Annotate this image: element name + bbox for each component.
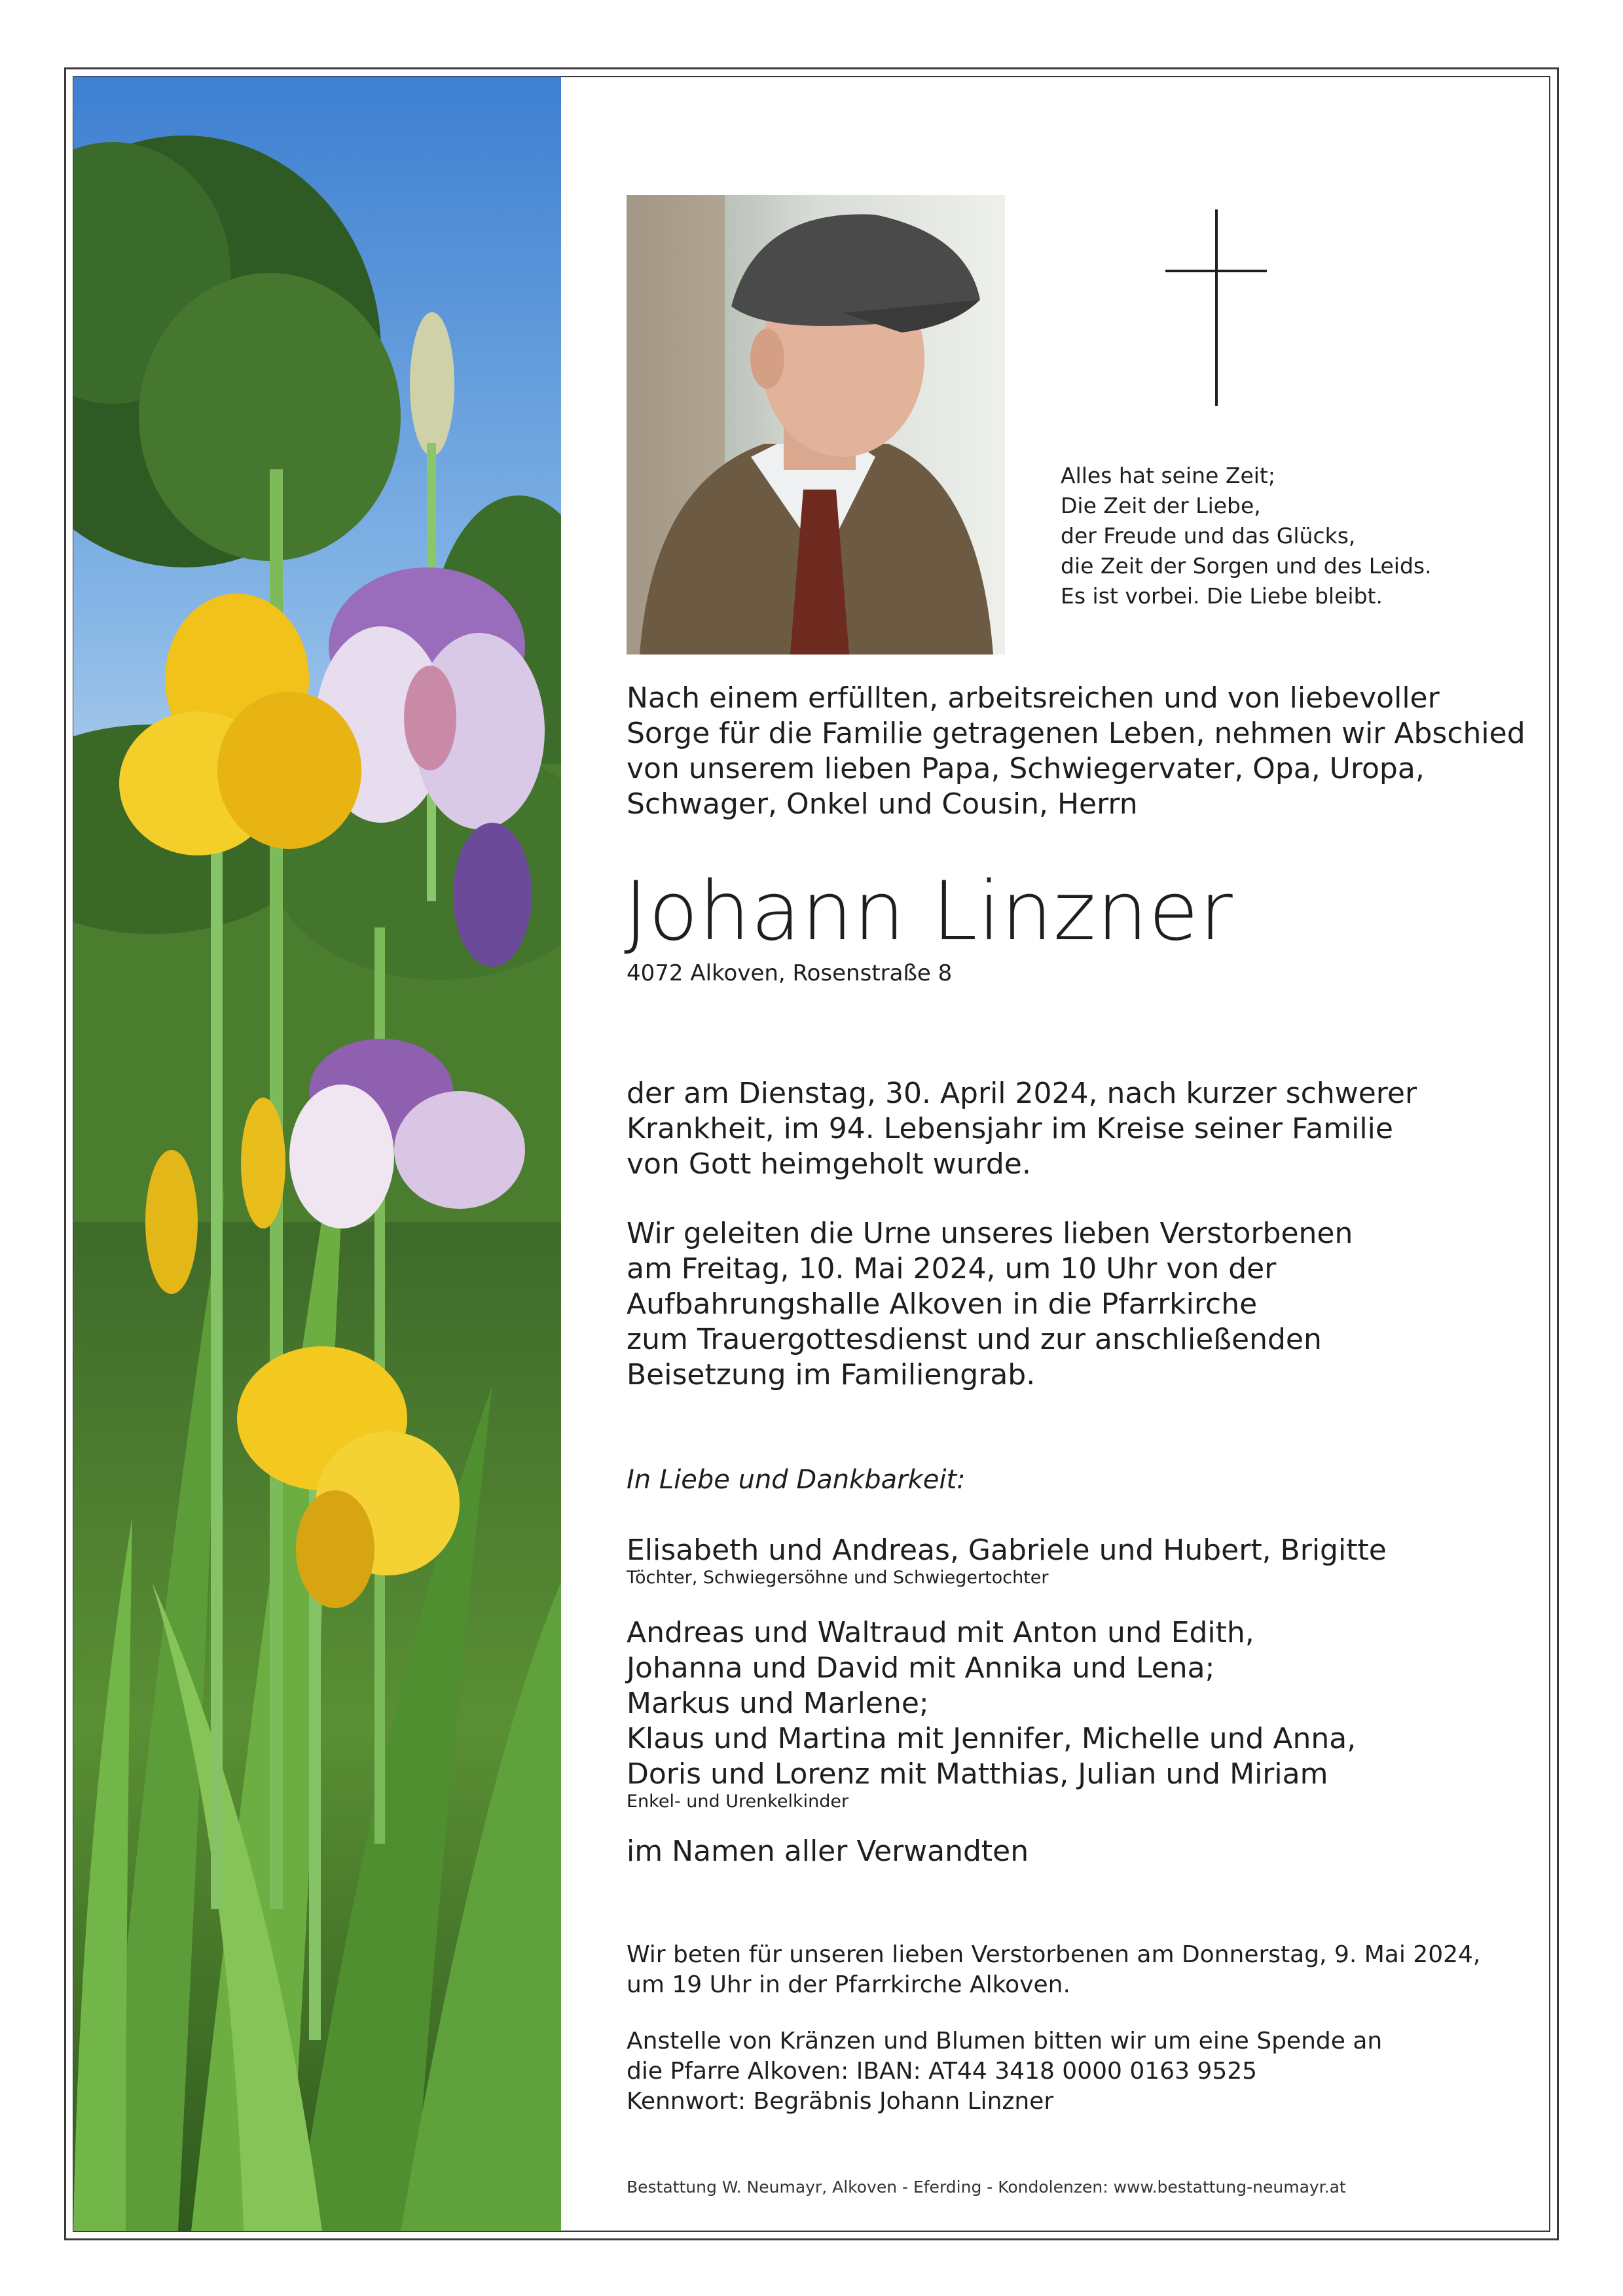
portrait-photo <box>627 195 1005 655</box>
family-grandchildren <box>627 1615 1530 1812</box>
family-line: Elisabeth und Andreas, Gabriele und Hubert, Brigitte <box>627 1534 1387 1567</box>
family-line: Doris und Lorenz mit Matthias, Julian und Miriam <box>627 1757 1328 1791</box>
family-line: Markus und Marlene; <box>627 1687 929 1720</box>
intro-line: von unserem lieben Papa, Schwiegervater, Opa, Uropa, <box>627 752 1425 785</box>
funeral-line: zum Trauergottesdienst und zur anschließenden <box>627 1323 1322 1356</box>
funeral-line: Wir geleiten die Urne unseres lieben Verstorbenen <box>627 1217 1353 1250</box>
rosary-line: Wir beten für unseren lieben Verstorbenen am Donnerstag, 9. Mai 2024, <box>627 1941 1481 1968</box>
family-line: Andreas und Waltraud mit Anton und Edith, <box>627 1616 1254 1649</box>
cross-icon <box>1165 209 1267 406</box>
verse-line: Die Zeit der Liebe, <box>1061 493 1261 518</box>
rosary-line: um 19 Uhr in der Pfarrkirche Alkoven. <box>627 1971 1070 1998</box>
death-line: von Gott heimgeholt wurde. <box>627 1147 1031 1181</box>
family-children <box>627 1533 1530 1588</box>
signoff: In Liebe und Dankbarkeit: <box>627 1465 966 1495</box>
intro-line: Nach einem erfüllten, arbeitsreichen und von liebevoller <box>627 681 1440 715</box>
rosary-notice <box>627 1940 1530 2000</box>
verse-line: Alles hat seine Zeit; <box>1061 463 1275 488</box>
deceased-name: Johann Linzner <box>624 865 1233 959</box>
family-line: Johanna und David mit Annika und Lena; <box>627 1651 1215 1685</box>
funeral-line: am Freitag, 10. Mai 2024, um 10 Uhr von der <box>627 1252 1277 1285</box>
family-line: Klaus und Martina mit Jennifer, Michelle und Anna, <box>627 1722 1357 1755</box>
family-caption: Töchter, Schwiegersöhne und Schwiegertochter <box>627 1568 1049 1588</box>
intro-line: Sorge für die Familie getragenen Leben, nehmen wir Abschied <box>627 717 1525 750</box>
iris-garden-photo <box>73 77 561 2231</box>
donation-line: Kennwort: Begräbnis Johann Linzner <box>627 2088 1054 2115</box>
funeral-line: Aufbahrungshalle Alkoven in die Pfarrkirche <box>627 1287 1258 1321</box>
intro-line: Schwager, Onkel und Cousin, Herrn <box>627 787 1138 821</box>
family-caption: Enkel- und Urenkelkinder <box>627 1791 849 1812</box>
death-line: der am Dienstag, 30. April 2024, nach kurzer schwerer <box>627 1077 1417 1110</box>
verse-line: Es ist vorbei. Die Liebe bleibt. <box>1061 583 1383 609</box>
death-notice <box>627 1076 1530 1182</box>
donation-line: Anstelle von Kränzen und Blumen bitten wir um eine Spende an <box>627 2028 1383 2054</box>
deceased-address: 4072 Alkoven, Rosenstraße 8 <box>627 960 953 986</box>
relatives-line: im Namen aller Verwandten <box>627 1835 1029 1868</box>
donation-line: die Pfarre Alkoven: IBAN: AT44 3418 0000 0163 9525 <box>627 2058 1258 2085</box>
death-line: Krankheit, im 94. Lebensjahr im Kreise seiner Familie <box>627 1112 1393 1145</box>
intro-text <box>627 681 1525 822</box>
donation-notice <box>627 2026 1530 2117</box>
verse <box>1061 461 1532 611</box>
footer-funeral-home: Bestattung W. Neumayr, Alkoven - Eferding - Kondolenzen: www.bestattung-neumayr.at <box>627 2178 1346 2197</box>
funeral-line: Beisetzung im Familiengrab. <box>627 1358 1036 1391</box>
verse-line: der Freude und das Glücks, <box>1061 523 1356 548</box>
funeral-details <box>627 1216 1530 1393</box>
verse-line: die Zeit der Sorgen und des Leids. <box>1061 553 1432 579</box>
